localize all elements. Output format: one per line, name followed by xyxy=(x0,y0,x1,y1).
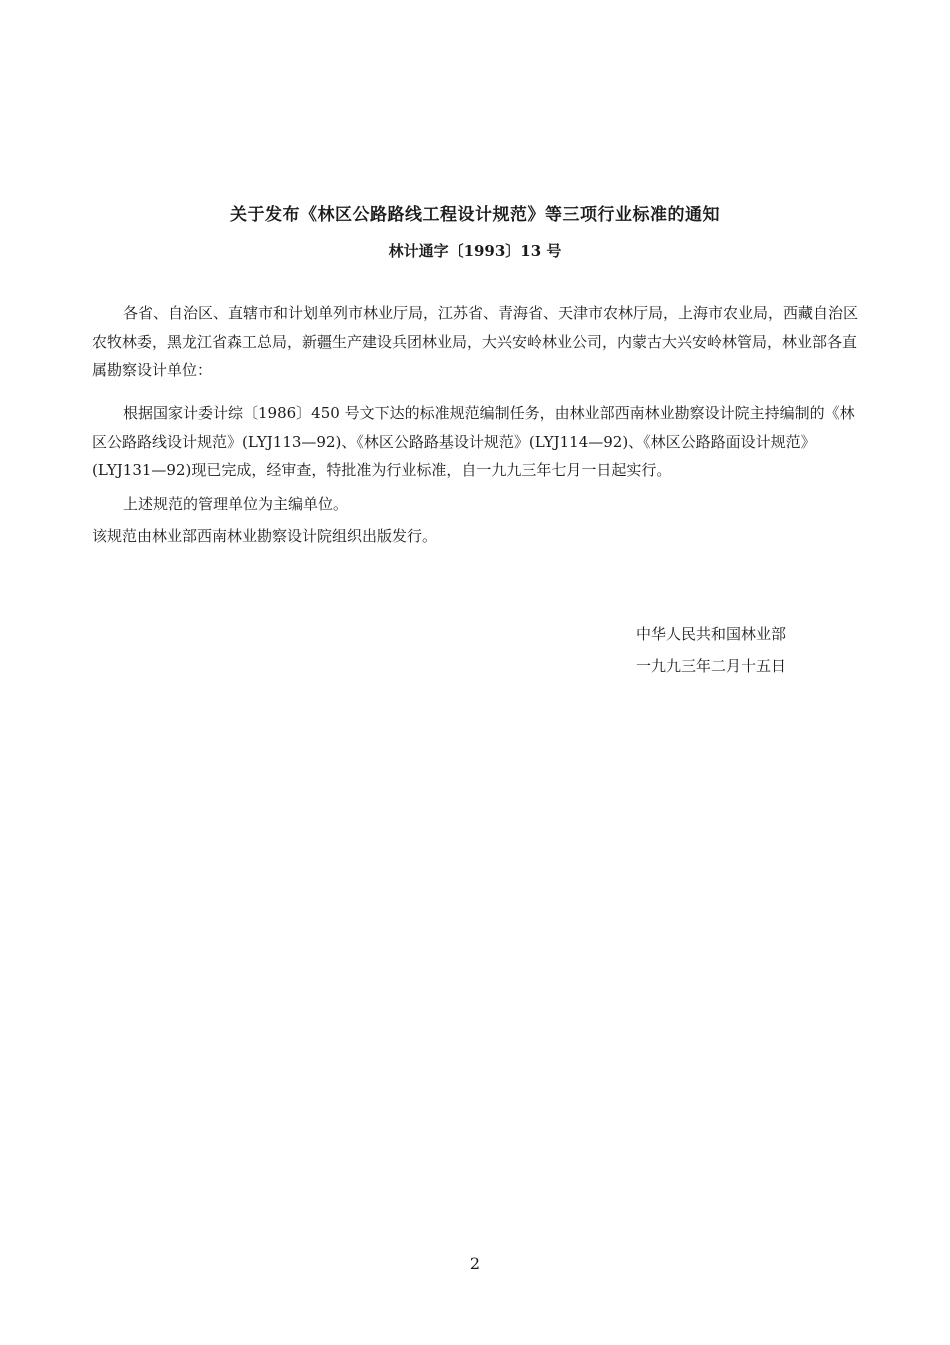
management-unit-paragraph: 上述规范的管理单位为主编单位。 xyxy=(123,495,349,513)
addressee-paragraph: 各省、自治区、直辖市和计划单列市林业厅局，江苏省、青海省、天津市农林厅局，上海市农业局，西藏自治区农牧林委，黑龙江省森工总局，新疆生产建设兵团林业局，大兴安岭林业公司，内蒙古大兴安岭林管局，林业部各直属勘察设计单位： xyxy=(92,304,859,379)
signature-date: 一九九三年二月十五日 xyxy=(636,657,787,675)
publishing-paragraph: 该规范由林业部西南林业勘察设计院组织出版发行。 xyxy=(92,527,438,545)
signature-organization: 中华人民共和国林业部 xyxy=(636,625,787,643)
notice-title: 关于发布《林区公路路线工程设计规范》等三项行业标准的通知 xyxy=(230,205,720,225)
document-number: 林计通字〔1993〕13 号 xyxy=(388,242,562,260)
page-number: 2 xyxy=(469,1254,481,1273)
main-paragraph: 根据国家计委计综〔1986〕450 号文下达的标准规范编制任务，由林业部西南林业勘察设计院主持编制的《林区公路路线设计规范》(LYJ113—92)、《林区公路路基设计规范》(LYJ114—92)、《林区公路路面设计规范》(LYJ131—92)现已完成，经审查，特批准为行业标准，自一九九三年七月一日起实行。 xyxy=(92,404,855,479)
